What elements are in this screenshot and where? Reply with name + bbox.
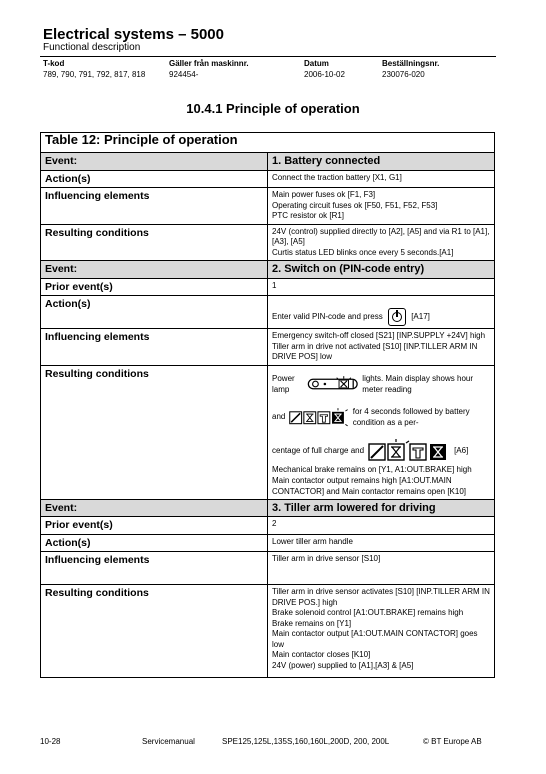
footer-manual: Servicemanual [142,737,195,746]
display-status-icons [289,405,348,429]
prior-cell: 2 [268,517,495,535]
actions-cell: Connect the traction battery [X1, G1] [268,170,495,188]
resulting-label: Resulting conditions [41,365,268,499]
resulting-cell: Tiller arm in drive sensor activates [S10] [INP.TILLER ARM IN DRIVE POS.] high Brake solenoid control [A1:OUT.BRAKE] remains high Brake remains on [Y1] Main contactor output [A1:OUT.MAIN CONTACTOR] goes low Main contactor closes [K10] 24V (power) supplied to [A1],[A3] & [A5] [268,585,495,678]
header-title: Electrical systems – 5000 [43,26,224,43]
influencing-cell: Emergency switch-off closed [S21] [INP.SUPPLY +24V] high Tiller arm in drive not activated [S10] [INP.TILLER ARM IN DRIVE POS] low [268,329,495,366]
table-row [41,534,495,552]
actions-label: Action(s) [41,296,268,329]
event-row [41,153,495,171]
event-row [41,261,495,279]
footer-models: SPE125,125L,135S,160,160L,200D, 200, 200L [222,737,390,746]
table-row [41,278,495,296]
influencing-cell: Main power fuses ok [F1, F3] Operating circuit fuses ok [F50, F51, F52, F53] PTC resistor ok [R1] [268,188,495,225]
table-row [41,329,495,366]
footer-copyright: © BT Europe AB [423,737,482,746]
meta-order-no: Beställningsnr. 230076-020 [382,59,440,79]
influencing-label: Influencing elements [41,552,268,585]
section-title: 10.4.1 Principle of operation [186,101,360,116]
actions-cell: Lower tiller arm handle [268,534,495,552]
event-label: Event: [41,499,268,517]
event-row [41,499,495,517]
event-label: Event: [41,153,268,171]
prior-label: Prior event(s) [41,517,268,535]
table-row [41,188,495,225]
influencing-cell: Tiller arm in drive sensor [S10] [268,552,495,585]
table-row [41,585,495,678]
footer-page: 10-28 [40,737,61,746]
resulting-label: Resulting conditions [41,585,268,678]
meta-date: Datum 2006-10-02 [304,59,345,79]
event-label: Event: [41,261,268,279]
power-lamp-icon [306,374,361,394]
meta-tkod: T-kod 789, 790, 791, 792, 817, 818 [43,59,146,79]
actions-label: Action(s) [41,170,268,188]
table-row [41,296,495,329]
actions-cell: Enter valid PIN-code and press [A17] [268,296,495,329]
influencing-label: Influencing elements [41,329,268,366]
event-name: 1. Battery connected [268,153,495,171]
table-row [41,552,495,585]
table-row [41,365,495,499]
actions-label: Action(s) [41,534,268,552]
prior-cell: 1 [268,278,495,296]
table-row [41,517,495,535]
resulting-cell: 24V (control) supplied directly to [A2], [A5] and via R1 to [A1], [A3], [A5] Curtis status LED blinks once every 5 seconds.[A1] [268,224,495,261]
table-row [41,224,495,261]
prior-label: Prior event(s) [41,278,268,296]
display-status-icons [368,439,448,463]
principle-table [40,132,495,678]
power-button-icon [388,308,406,326]
table-title: Table 12: Principle of operation [41,133,495,153]
event-name: 2. Switch on (PIN-code entry) [268,261,495,279]
resulting-label: Resulting conditions [41,224,268,261]
header-rule [40,56,496,57]
resulting-cell: Power lamp lights. Main display shows hour meter reading and for 4 seconds followed by battery condition as a per- centage of full charge and [A6] Mechanical brake remains on [Y1, A1:OUT.BRAKE] high Main contactor output remains high [A1:OUT.MAIN CONTACTOR] and Main contactor remains open [K10] [268,365,495,499]
meta-valid-from: Gäller från maskinnr. 924454- [169,59,249,79]
header-subtitle: Functional description [43,42,141,53]
influencing-label: Influencing elements [41,188,268,225]
event-name: 3. Tiller arm lowered for driving [268,499,495,517]
table-row [41,170,495,188]
